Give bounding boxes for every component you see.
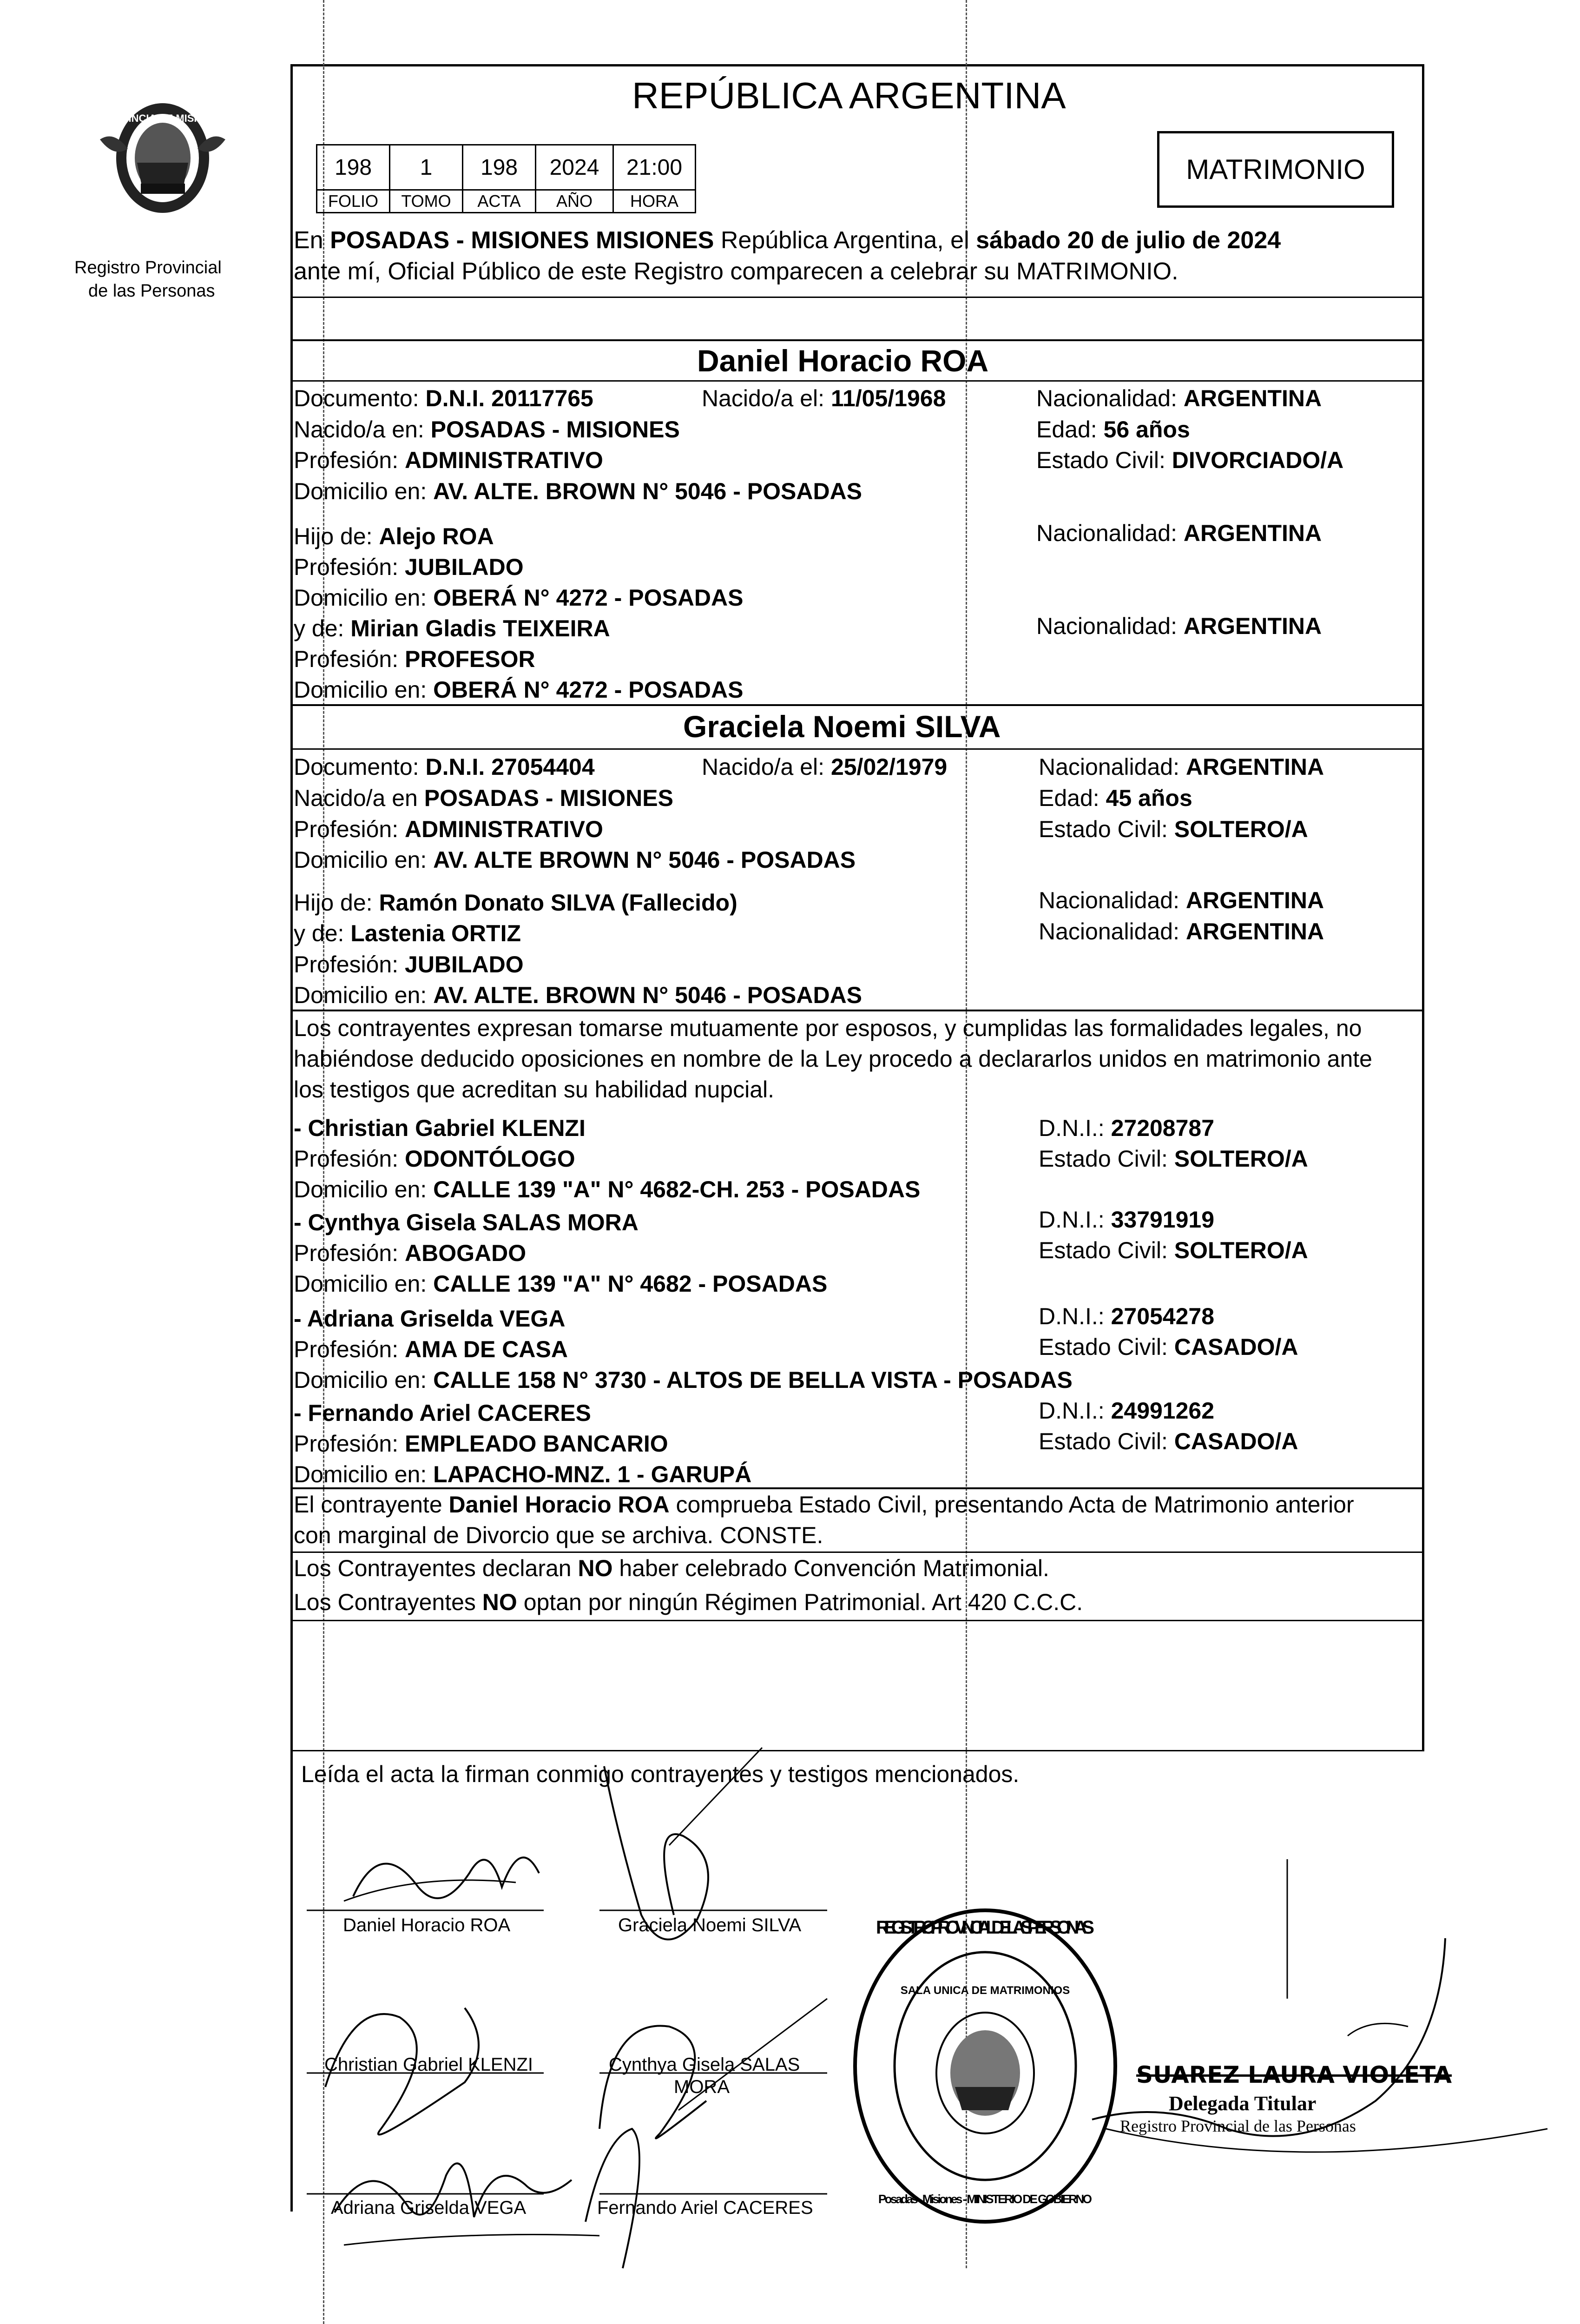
spouse2-born-value: 25/02/1979 [830, 754, 948, 780]
spouse1-age-value: 56 años [1103, 416, 1190, 442]
label: Domicilio en: [294, 1176, 434, 1202]
spouse2-place [294, 783, 673, 813]
acta-label: ACTA [462, 189, 536, 213]
acta-value: 198 [462, 144, 536, 191]
witness-prof [294, 1429, 668, 1459]
dash: - [294, 1209, 308, 1235]
witness-dom [294, 1175, 920, 1204]
label: Hijo de: [294, 523, 379, 549]
label: y de: [294, 615, 351, 641]
spouse2-dom-value: AV. ALTE BROWN N° 5046 - POSADAS [433, 847, 856, 873]
spouse2-age [1039, 783, 1192, 813]
seal-bottom-text: Posadas - Misiones - MINISTERIO DE GOBIERNO [878, 2192, 1092, 2206]
seal-ring-text: REGISTRO PROVINCIAL DE LAS PERSONAS [876, 1917, 1094, 1938]
dash: - [294, 1400, 308, 1426]
label: Edad: [1036, 416, 1104, 442]
witness-dom [294, 1459, 751, 1489]
note-2 [294, 1553, 1049, 1583]
spouse1-father-nat-value: ARGENTINA [1183, 520, 1322, 546]
witness-dni [1039, 1113, 1214, 1143]
folio-value: 198 [316, 144, 390, 191]
rule-after-intro [290, 297, 1424, 298]
spouse2-age-value: 45 años [1106, 785, 1192, 811]
declaration-line-2: habiéndose deducido oposiciones en nombre de la Ley procedo a declararlos unidos en matrimonio ante [294, 1046, 1372, 1072]
spouse1-mother [294, 614, 610, 643]
logo-caption-1: Registro Provincial [74, 258, 222, 277]
folio-label: FOLIO [316, 189, 390, 213]
label: Nacionalidad: [1036, 385, 1184, 411]
registry-logo [86, 98, 239, 237]
signature-label-klenzi: Christian Gabriel KLENZI [324, 2054, 533, 2075]
label: Nacido/a en [294, 785, 424, 811]
signature-silva-icon [604, 1766, 708, 1940]
rule-note-1 [290, 1552, 1424, 1553]
label: Documento: [294, 385, 426, 411]
note-1-line-1 [294, 1490, 1354, 1519]
witness-name-value: Cynthya Gisela SALAS MORA [308, 1209, 639, 1235]
label: Domicilio en: [294, 847, 434, 873]
note-text: El contrayente [294, 1492, 449, 1518]
label: Nacido/a en: [294, 416, 431, 442]
note-name: Daniel Horacio ROA [448, 1492, 670, 1518]
spouse2-prof-value: ADMINISTRATIVO [405, 816, 603, 842]
spouse2-name: Graciela Noemi SILVA [683, 709, 1001, 744]
witness-civil [1039, 1144, 1308, 1174]
spouse1-mother-nat [1036, 611, 1322, 641]
act-type-box [1157, 131, 1394, 208]
note-1-line-2: con marginal de Divorcio que se archiva. CONSTE. [294, 1522, 823, 1548]
anio-value: 2024 [535, 144, 614, 191]
label: D.N.I.: [1039, 1303, 1111, 1329]
spouse2-place-value: POSADAS - MISIONES [424, 785, 673, 811]
label: Estado Civil: [1036, 447, 1172, 473]
label: Profesión: [294, 1431, 405, 1457]
note-text: haber celebrado Convención Matrimonial. [612, 1555, 1049, 1581]
label: Estado Civil: [1039, 1334, 1174, 1360]
label: Profesión: [294, 1146, 405, 1172]
spouse1-father-dom [294, 583, 744, 613]
spouse2-mother-nat-value: ARGENTINA [1185, 918, 1324, 944]
anio-label: AÑO [535, 189, 614, 213]
label: Profesión: [294, 646, 405, 672]
spouse1-dom [294, 476, 862, 506]
note-text: comprueba Estado Civil, presentando Acta de Matrimonio anterior [669, 1492, 1354, 1518]
spouse1-born [702, 383, 946, 413]
spouse1-mother-nat-value: ARGENTINA [1183, 613, 1322, 639]
witness-civil-value: CASADO/A [1174, 1334, 1298, 1360]
witness-name [294, 1208, 639, 1237]
spouse1-nat [1036, 383, 1322, 413]
label: Profesión: [294, 554, 405, 580]
label: Nacido/a el: [702, 385, 831, 411]
note-no: NO [578, 1555, 613, 1581]
label: Domicilio en: [294, 1461, 434, 1487]
witness-dni-value: 27208787 [1111, 1115, 1215, 1141]
label: Estado Civil: [1039, 1428, 1174, 1454]
witness-dni-value: 24991262 [1111, 1398, 1215, 1424]
intro-country: República Argentina, el [714, 227, 976, 254]
label: y de: [294, 920, 351, 946]
rule-spouse1-name [290, 380, 1424, 382]
spouse1-father-dom-value: OBERÁ N° 4272 - POSADAS [433, 585, 744, 611]
note-3 [294, 1587, 1083, 1617]
witness-name [294, 1304, 565, 1334]
label: Profesión: [294, 447, 405, 473]
spouse2-mother-nat [1039, 917, 1324, 946]
spouse2-parents-dom [294, 980, 862, 1010]
document-title: REPÚBLICA ARGENTINA [632, 75, 1066, 116]
witness-civil [1039, 1235, 1308, 1265]
spouse2-parents-dom-value: AV. ALTE. BROWN N° 5046 - POSADAS [433, 982, 862, 1008]
signature-label-salas-2: MORA [674, 2077, 730, 2097]
witness-prof-value: EMPLEADO BANCARIO [405, 1431, 668, 1457]
spouse1-father-nat [1036, 518, 1322, 548]
label: Profesión: [294, 816, 405, 842]
spouse2-father-nat [1039, 885, 1324, 915]
label: Domicilio en: [294, 585, 434, 611]
hora-label: HORA [612, 189, 696, 213]
spouse1-father [294, 522, 494, 551]
spouse2-nat [1039, 752, 1324, 782]
witness-prof-value: ABOGADO [405, 1240, 527, 1266]
note-text: optan por ningún Régimen Patrimonial. Art 420 C.C.C. [517, 1589, 1083, 1615]
spouse1-mother-prof [294, 644, 535, 674]
declaration-line-1: Los contrayentes expresan tomarse mutuamente por esposos, y cumplidas las formalidades legales, no [294, 1015, 1362, 1041]
spouse1-place-value: POSADAS - MISIONES [430, 416, 680, 442]
spouse1-civil-value: DIVORCIADO/A [1172, 447, 1344, 473]
declaration-line-3: los testigos que acreditan su habilidad nupcial. [294, 1076, 775, 1103]
spouse2-prof [294, 814, 603, 844]
witness-prof [294, 1238, 526, 1268]
spouse1-born-value: 11/05/1968 [830, 385, 946, 411]
spouse1-name: Daniel Horacio ROA [697, 343, 989, 378]
spouse1-age [1036, 415, 1190, 444]
witness-dom-value: CALLE 139 "A" N° 4682 - POSADAS [433, 1271, 828, 1297]
registry-emblem-icon [86, 98, 239, 237]
label: Nacionalidad: [1036, 520, 1184, 546]
witness-name [294, 1113, 586, 1143]
frame-right [1422, 64, 1424, 1751]
label: Profesión: [294, 1336, 405, 1362]
spouse1-place [294, 415, 680, 444]
rule-before-declaration [290, 1010, 1424, 1011]
note-no: NO [482, 1589, 517, 1615]
witness-dom [294, 1365, 1073, 1395]
act-type: MATRIMONIO [1186, 154, 1365, 185]
witness-dni [1039, 1396, 1214, 1426]
witness-civil [1039, 1332, 1298, 1362]
spouse1-father-prof [294, 552, 524, 582]
spouse1-mother-dom-value: OBERÁ N° 4272 - POSADAS [433, 677, 744, 703]
label: Edad: [1039, 785, 1106, 811]
witness-dom [294, 1269, 827, 1299]
witness-civil [1039, 1426, 1298, 1456]
label: Nacionalidad: [1036, 613, 1184, 639]
spouse2-nat-value: ARGENTINA [1185, 754, 1324, 780]
spouse2-father-value: Ramón Donato SILVA (Fallecido) [379, 890, 737, 916]
note-text: Los Contrayentes [294, 1589, 482, 1615]
label: Nacionalidad: [1039, 754, 1186, 780]
spouse2-parents-prof [294, 950, 524, 979]
label: Nacido/a el: [702, 754, 831, 780]
spouse2-doc-value: D.N.I. 27054404 [425, 754, 595, 780]
label: Nacionalidad: [1039, 918, 1186, 944]
label: Hijo de: [294, 890, 379, 916]
logo-caption-2: de las Personas [88, 281, 215, 301]
spouse1-dom-value: AV. ALTE. BROWN N° 5046 - POSADAS [433, 478, 862, 504]
spouse1-prof-value: ADMINISTRATIVO [405, 447, 603, 473]
witness-civil-value: SOLTERO/A [1174, 1237, 1308, 1263]
dash: - [294, 1115, 308, 1141]
witness-dni-value: 27054278 [1111, 1303, 1215, 1329]
spouse1-doc [294, 383, 593, 413]
label: Domicilio en: [294, 1271, 434, 1297]
spouse2-mother [294, 918, 521, 948]
rule-before-spouse1 [290, 339, 1424, 341]
witness-name-value: Christian Gabriel KLENZI [308, 1115, 586, 1141]
witness-name [294, 1398, 591, 1428]
label: D.N.I.: [1039, 1207, 1111, 1233]
spouse2-civil-value: SOLTERO/A [1174, 816, 1308, 842]
dash: - [294, 1306, 307, 1332]
officer-office: Registro Provincial de las Personas [1120, 2117, 1356, 2135]
intro-place: POSADAS - MISIONES MISIONES [330, 227, 714, 254]
rule-spouse2-name [290, 748, 1424, 750]
label: D.N.I.: [1039, 1398, 1111, 1424]
spouse2-dom [294, 845, 856, 875]
signature-label-vega: Adriana Griselda VEGA [331, 2198, 527, 2218]
logo-ring-text: PROVINCIA DE MISIONES [99, 112, 226, 124]
closing-text: Leída el acta la firman conmigo contrayentes y testigos mencionados. [301, 1761, 1020, 1787]
intro-en: En [294, 227, 330, 254]
signature-label-caceres: Fernando Ariel CACERES [597, 2198, 813, 2218]
witness-dom-value: CALLE 139 "A" N° 4682-CH. 253 - POSADAS [433, 1176, 921, 1202]
spouse2-doc [294, 752, 595, 782]
tomo-value: 1 [389, 144, 463, 191]
rule-before-spouse2 [290, 704, 1424, 706]
spouse1-father-value: Alejo ROA [379, 523, 494, 549]
label: Estado Civil: [1039, 1237, 1174, 1263]
seal-emblem-icon [850, 1906, 1120, 2226]
signature-roa-icon [353, 1857, 539, 1898]
label: Profesión: [294, 1240, 405, 1266]
witness-dom-value: LAPACHO-MNZ. 1 - GARUPÁ [433, 1461, 752, 1487]
intro-line-1 [294, 225, 1281, 255]
witness-prof [294, 1334, 568, 1364]
spouse1-civil [1036, 445, 1343, 475]
signature-label-silva: Graciela Noemi SILVA [618, 1915, 802, 1935]
rule-after-notes [290, 1620, 1424, 1621]
witness-civil-value: CASADO/A [1174, 1428, 1298, 1454]
officer-title: Delegada Titular [1169, 2092, 1317, 2115]
label: Nacionalidad: [1039, 887, 1186, 913]
officer-name: SUAREZ LAURA VIOLETA [1136, 2061, 1452, 2088]
spouse1-father-prof-value: JUBILADO [405, 554, 524, 580]
spouse2-born [702, 752, 947, 782]
label: Domicilio en: [294, 1367, 434, 1393]
label: Profesión: [294, 951, 405, 977]
witness-prof-value: AMA DE CASA [405, 1336, 568, 1362]
frame-top [290, 64, 1424, 66]
spouse2-mother-value: Lastenia ORTIZ [350, 920, 521, 946]
intro-line-2: ante mí, Oficial Público de este Registro comparecen a celebrar su MATRIMONIO. [294, 258, 1178, 285]
spouse2-civil [1039, 814, 1308, 844]
witness-prof [294, 1144, 575, 1174]
official-seal [850, 1906, 1120, 2226]
note-text: Los Contrayentes declaran [294, 1555, 578, 1581]
spouse2-father [294, 888, 737, 918]
label: Documento: [294, 754, 426, 780]
signatures-drawing [0, 1720, 1580, 2324]
spouse2-parents-prof-value: JUBILADO [405, 951, 524, 977]
signature-label-roa: Daniel Horacio ROA [343, 1915, 511, 1935]
label: Estado Civil: [1039, 1146, 1174, 1172]
spouse1-nat-value: ARGENTINA [1183, 385, 1322, 411]
intro-date: sábado 20 de julio de 2024 [976, 227, 1281, 254]
label: Domicilio en: [294, 478, 434, 504]
spouse2-father-nat-value: ARGENTINA [1185, 887, 1324, 913]
rule-before-notes [290, 1487, 1424, 1489]
label: Domicilio en: [294, 982, 434, 1008]
witness-name-value: Fernando Ariel CACERES [308, 1400, 591, 1426]
witness-civil-value: SOLTERO/A [1174, 1146, 1308, 1172]
label: Estado Civil: [1039, 816, 1174, 842]
witness-dni-value: 33791919 [1111, 1207, 1215, 1233]
tomo-label: TOMO [389, 189, 463, 213]
witness-dni [1039, 1205, 1214, 1235]
witness-prof-value: ODONTÓLOGO [405, 1146, 575, 1172]
label: Domicilio en: [294, 677, 434, 703]
hora-value: 21:00 [612, 144, 696, 191]
seal-inner-text: SALA UNICA DE MATRIMONIOS [900, 1984, 1070, 1997]
spouse1-prof [294, 445, 603, 475]
witness-dni [1039, 1301, 1214, 1331]
witness-dom-value: CALLE 158 N° 3730 - ALTOS DE BELLA VISTA - POSADAS [433, 1367, 1073, 1393]
spouse1-doc-value: D.N.I. 20117765 [425, 385, 593, 411]
spouse1-mother-prof-value: PROFESOR [405, 646, 535, 672]
label: D.N.I.: [1039, 1115, 1111, 1141]
signature-label-salas-1: Cynthya Gisela SALAS [609, 2054, 800, 2075]
spouse1-mother-dom [294, 675, 744, 705]
witness-name-value: Adriana Griselda VEGA [307, 1306, 566, 1332]
spouse1-mother-value: Mirian Gladis TEIXEIRA [350, 615, 610, 641]
